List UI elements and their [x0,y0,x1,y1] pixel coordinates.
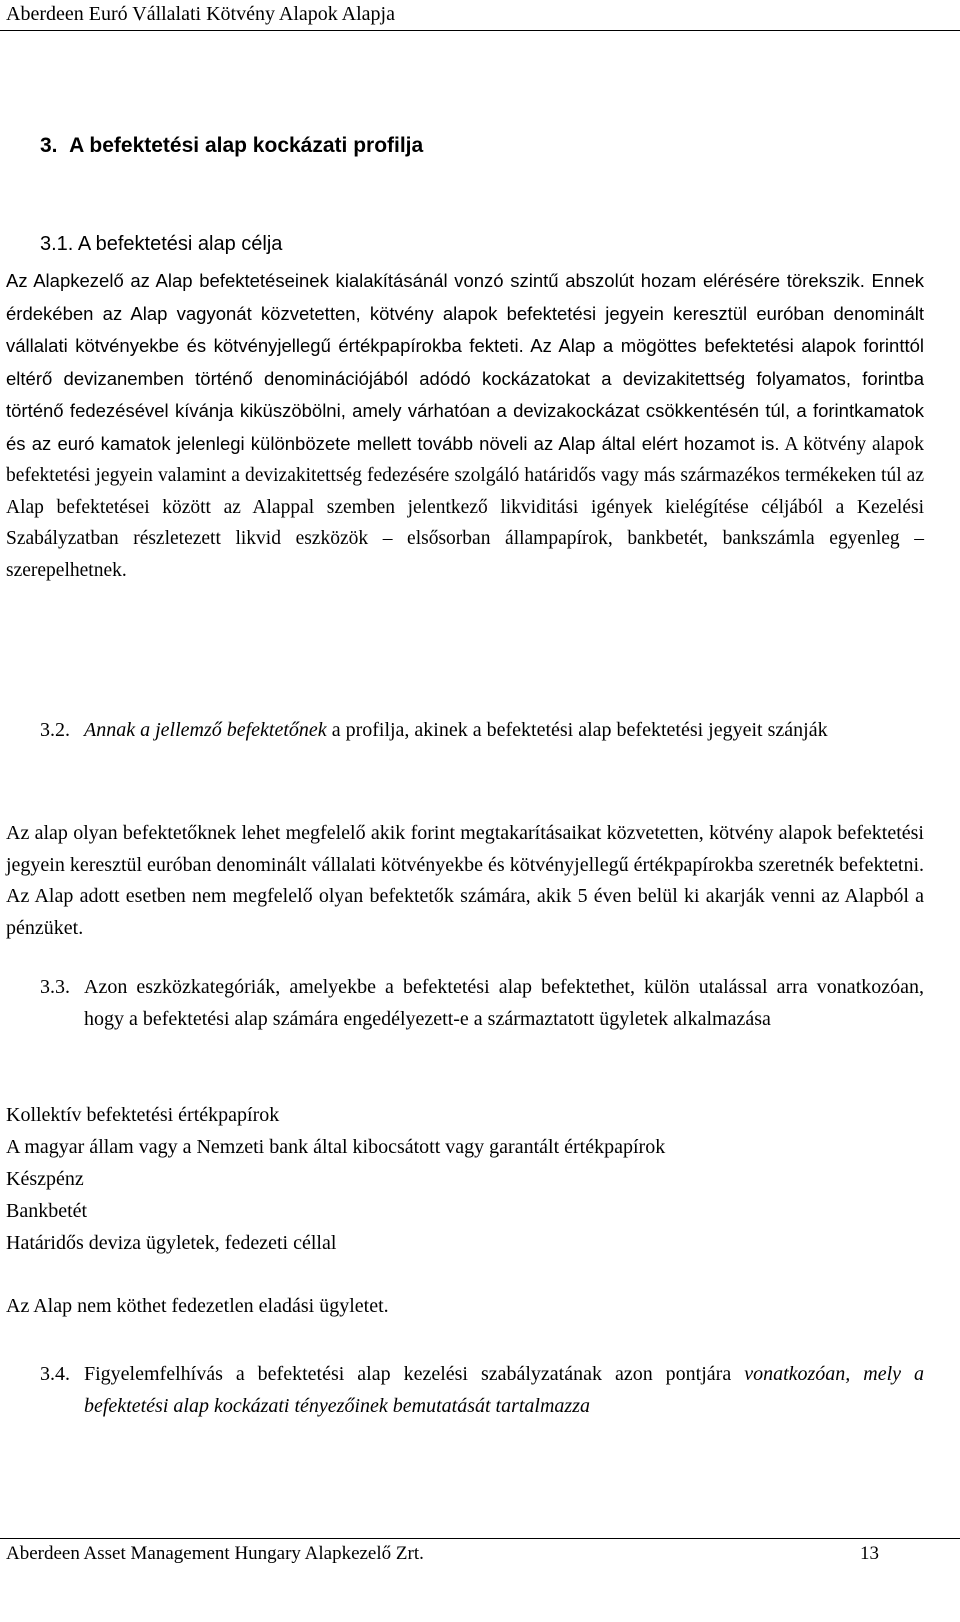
section-title: 3. A befektetési alap kockázati profilja [40,134,424,157]
subsection-heading-text [84,1358,924,1422]
page-number: 13 [860,1543,879,1564]
subsection-number: 3.4. [40,1363,70,1385]
list-item: Készpénz [6,1168,84,1190]
paragraph-part-b: A kötvény alapok befektetési jegyein valamint a devizakitettség fedezésére szolgáló határidős vagy más származékos termékeken túl az Alap befektetései között az Alappal szemben jelentkező likviditási igények kielégítése céljából a Kezelési Szabályzatban részletezett likvid eszközök – elsősorban állampapírok, bankbetét, bankszámla egyenleg – szerepelhetnek. [6,433,924,581]
subsection-heading-text: Azon eszközkategóriák, amelyekbe a befektetési alap befektethet, külön utalással arra vonatkozóan, hogy a befektetési alap számára engedélyezett-e a származtatott ügyletek alkalmazása [84,976,924,1030]
heading-normal-part: Figyelemfelhívás a befektetési alap kezelési szabályzatának azon pontjára [84,1363,745,1385]
page-footer [0,1538,960,1564]
subsection-3-2-heading [40,714,924,746]
subsection-3-4-heading [40,1358,924,1422]
subsection-number: 3.3. [40,976,70,998]
list-item: Kollektív befektetési értékpapírok [6,1104,280,1126]
subsection-heading-text [84,714,924,746]
page-header [0,0,960,31]
header-title: Aberdeen Euró Vállalati Kötvény Alapok Alapja [6,3,395,25]
subsection-3-2-paragraph: Az alap olyan befektetőknek lehet megfelelő akik forint megtakarításaikat közvetetten, kötvény alapok befektetési jegyein keresztül euróban denominált vállalati kötvényekbe és kötvényjellegű értékpapírokba szeretnék befektetni. Az Alap adott esetben nem megfelelő olyan befektetők számára, akik 5 éven belül ki akarják venni az Alapból a pénzüket. [6,822,924,939]
heading-italic-part: Annak a jellemző befektetőnek [84,719,327,741]
heading-italic-part: vonatkozóan, mely a befektetési alap kockázati tényezőinek bemutatását tartalmazza [84,1363,924,1417]
subsection-3-1-paragraph [6,265,924,586]
short-selling-note: Az Alap nem köthet fedezetlen eladási ügyletet. [6,1295,389,1317]
footer-company: Aberdeen Asset Management Hungary Alapkezelő Zrt. [6,1543,424,1564]
subsection-number: 3.2. [40,719,70,741]
heading-normal-part: a profilja, akinek a befektetési alap befektetési jegyeit szánják [326,719,828,741]
subsection-3-1-heading: 3.1. A befektetési alap célja [40,233,283,255]
paragraph-part-a: Az Alapkezelő az Alap befektetéseinek kialakításánál vonzó szintű abszolút hozam elérésére törekszik. Ennek érdekében az Alap vagyonát közvetetten, kötvény alapok befektetési jegyein keresztül euróban denominált vállalati kötvényekbe és kötvényjellegű értékpapírokba fekteti. Az Alap a mögöttes befektetési alapok forinttól eltérő devizanemben történő denominációjából adódó kockázatokat a devizakitettség folyamatos, forintba történő fedezésével kívánja kiküszöbölni, amely várhatóan a devizakockázat csökkentésén túl, a forintkamatok és az euró kamatok jelenlegi különbözete mellett tovább növeli az Alap által elért hozamot is. [6,270,924,454]
asset-category-list [6,1099,665,1259]
subsection-3-3-heading [40,971,924,1035]
list-item: Határidős deviza ügyletek, fedezeti céllal [6,1232,337,1254]
list-item: A magyar állam vagy a Nemzeti bank által kibocsátott vagy garantált értékpapírok [6,1136,666,1158]
list-item: Bankbetét [6,1200,88,1222]
